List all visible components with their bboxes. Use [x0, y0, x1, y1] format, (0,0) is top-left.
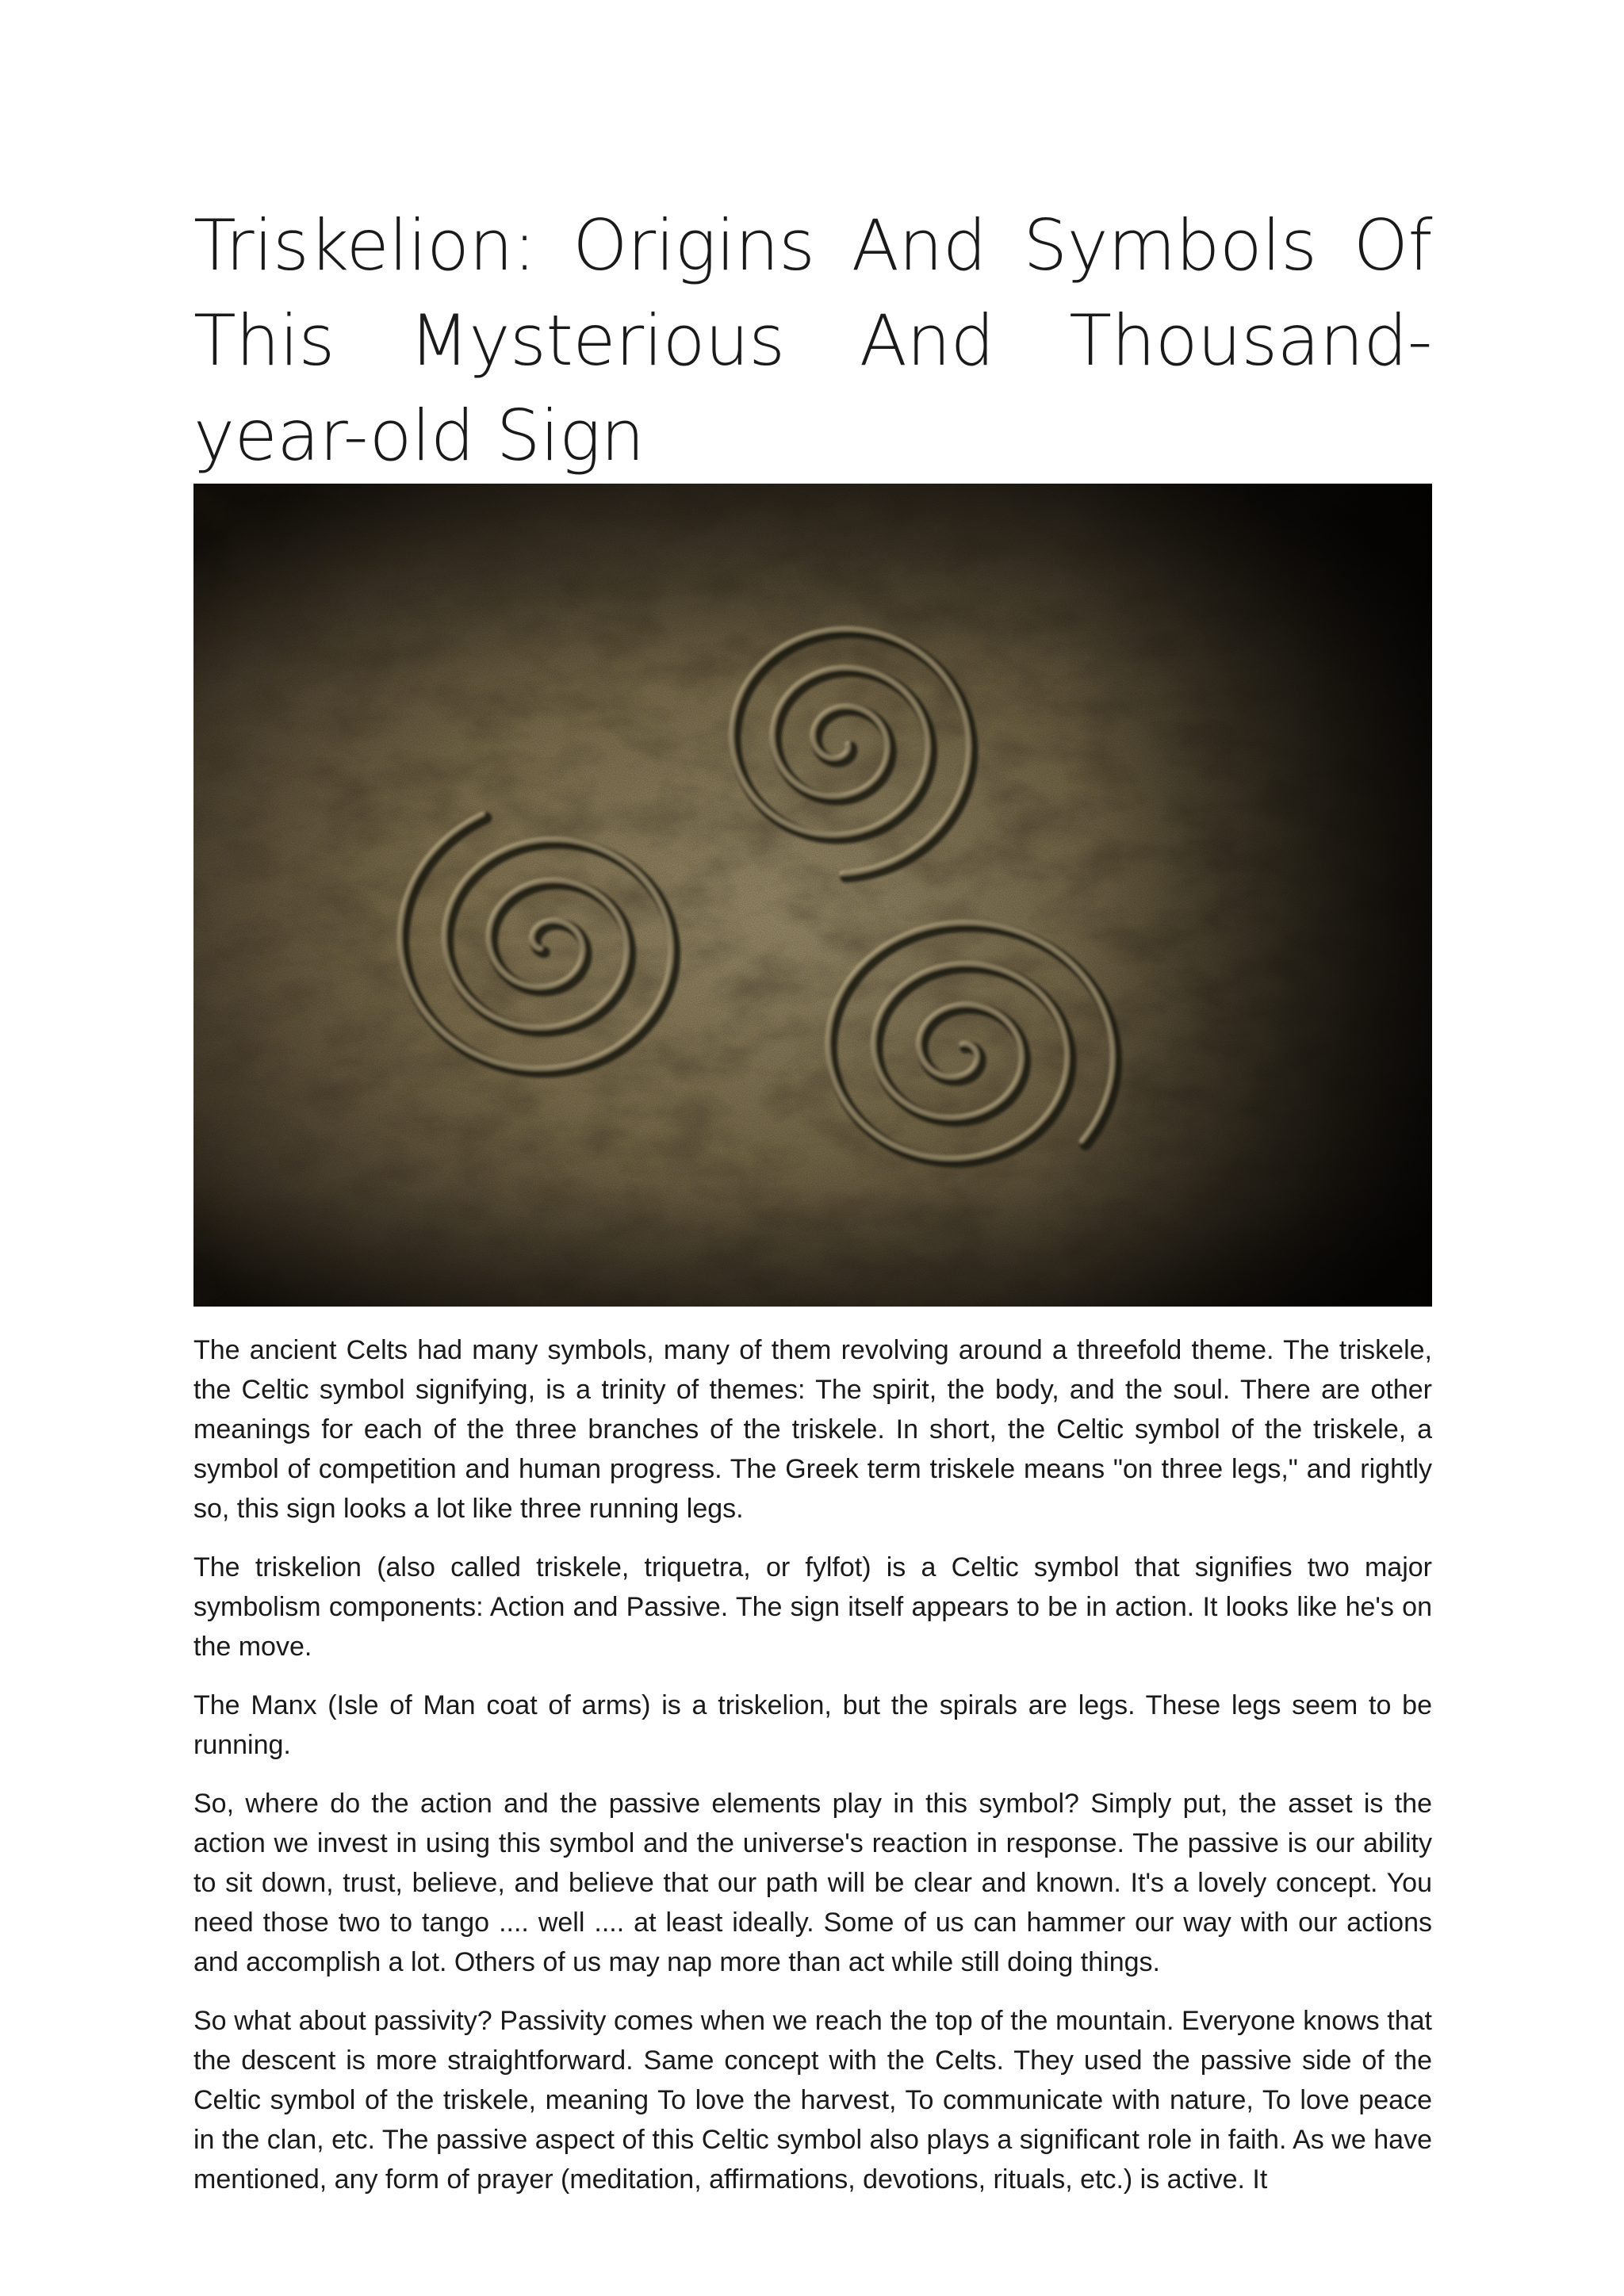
paragraph-3: The Manx (Isle of Man coat of arms) is a triskelion, but the spirals are legs. These legs seem to be running. — [193, 1690, 1432, 1760]
triskele-stone-image — [193, 484, 1432, 1307]
document-title: Triskelion: Origins And Symbols Of This Mysterious And Thousand-year-old Sign — [193, 205, 1432, 476]
triskele-carving-graphic — [193, 484, 1432, 1307]
document-page — [193, 198, 1432, 2218]
paragraph-4: So, where do the action and the passive elements play in this symbol? Simply put, the asset is the action we invest in using this symbol and the universe's reaction in response. The passive is our ability to sit down, trust, believe, and believe that our path will be clear and known. It's a lovely concept. You need those two to tango .... well .... at least ideally. Some of us can hammer our way with our actions and accomplish a lot. Others of us may nap more than act while still doing things. — [193, 1789, 1432, 1977]
paragraph-5: So what about passivity? Passivity comes when we reach the top of the mountain. Everyone knows that the descent is more straightforward. Same concept with the Celts. They used the passive side of the Celtic symbol of the triskele, meaning To love the harvest, To communicate with nature, To love peace in the clan, etc. The passive aspect of this Celtic symbol also plays a significant role in faith. As we have mentioned, any form of prayer (meditation, affirmations, devotions, rituals, etc.) is active. It — [193, 2006, 1432, 2195]
paragraph-1: The ancient Celts had many symbols, many of them revolving around a threefold theme. The triskele, the Celtic symbol signifying, is a trinity of themes: The spirit, the body, and the soul. There are other meanings for each of the three branches of the triskele. In short, the Celtic symbol of the triskele, a symbol of competition and human progress. The Greek term triskele means "on three legs," and rightly so, this sign looks a lot like three running legs. — [193, 1335, 1432, 1524]
paragraph-2: The triskelion (also called triskele, triquetra, or fylfot) is a Celtic symbol that signifies two major symbolism components: Action and Passive. The sign itself appears to be in action. It looks like he's on the move. — [193, 1552, 1432, 1662]
article-body — [193, 1330, 1432, 2199]
